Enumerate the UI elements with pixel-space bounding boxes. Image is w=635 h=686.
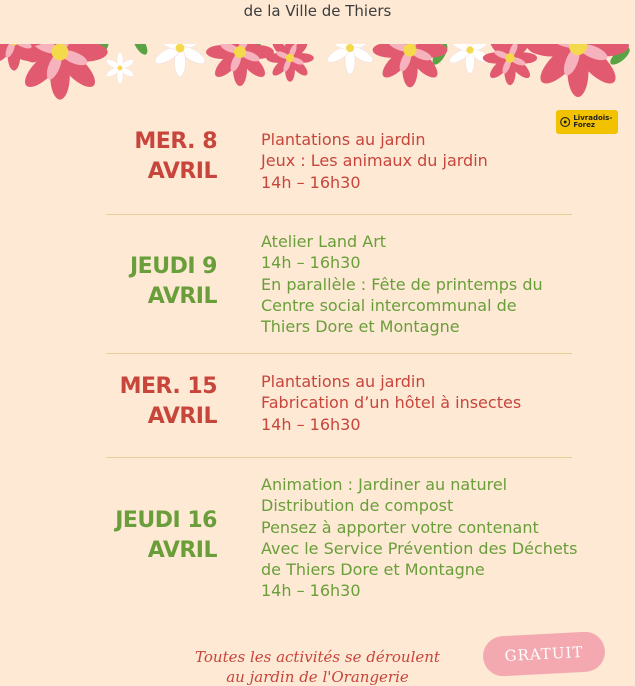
event-line: En parallèle : Fête de printemps du [261, 274, 543, 294]
event-2-date [130, 252, 217, 312]
divider [106, 214, 572, 215]
divider [106, 353, 572, 354]
event-3-month: AVRIL [147, 404, 217, 429]
event-2-month: AVRIL [147, 284, 217, 309]
event-1-date [134, 127, 217, 187]
event-line: 14h – 16h30 [261, 414, 361, 434]
event-line: 14h – 16h30 [261, 253, 361, 273]
event-line: Plantations au jardin [261, 130, 426, 149]
logo-text: Livradois-Forez [573, 114, 613, 129]
event-line: Animation : Jardiner au naturel [261, 475, 508, 494]
header-subtitle: de la Ville de Thiers [243, 2, 392, 20]
event-4-month: AVRIL [147, 538, 217, 563]
event-3-date [120, 372, 217, 432]
event-1-month: AVRIL [147, 159, 217, 184]
event-line: Thiers Dore et Montagne [261, 317, 460, 337]
event-line: Fabrication d’un hôtel à insectes [261, 393, 522, 413]
event-line: 14h – 16h30 [261, 172, 361, 192]
leaf-icon [560, 115, 570, 129]
footer-line-1: Toutes les activités se déroulent [195, 648, 440, 666]
event-line: Jeux : Les animaux du jardin [261, 151, 488, 171]
event-1-day: MER. 8 [134, 129, 217, 154]
event-line: de Thiers Dore et Montagne [261, 560, 485, 580]
event-3-details [261, 371, 521, 435]
divider [106, 457, 572, 458]
event-line: Distribution de compost [261, 496, 454, 516]
park-logo [556, 110, 618, 134]
event-line: Atelier Land Art [261, 232, 387, 251]
free-badge: GRATUIT [482, 631, 606, 677]
footer-line-2: au jardin de l'Orangerie [226, 668, 409, 686]
event-4-details [261, 474, 577, 602]
event-1-details [261, 129, 488, 193]
event-line: 14h – 16h30 [261, 581, 361, 601]
event-4-day: JEUDI 16 [115, 508, 217, 533]
event-2-details [261, 231, 543, 337]
event-line: Avec le Service Prévention des Déchets [261, 538, 578, 558]
event-line: Plantations au jardin [261, 372, 426, 391]
event-line: Centre social intercommunal de [261, 295, 517, 315]
event-2-day: JEUDI 9 [130, 254, 217, 279]
event-3-day: MER. 15 [119, 374, 217, 399]
event-4-date [115, 506, 217, 566]
event-line: Pensez à apporter votre contenant [261, 517, 539, 537]
